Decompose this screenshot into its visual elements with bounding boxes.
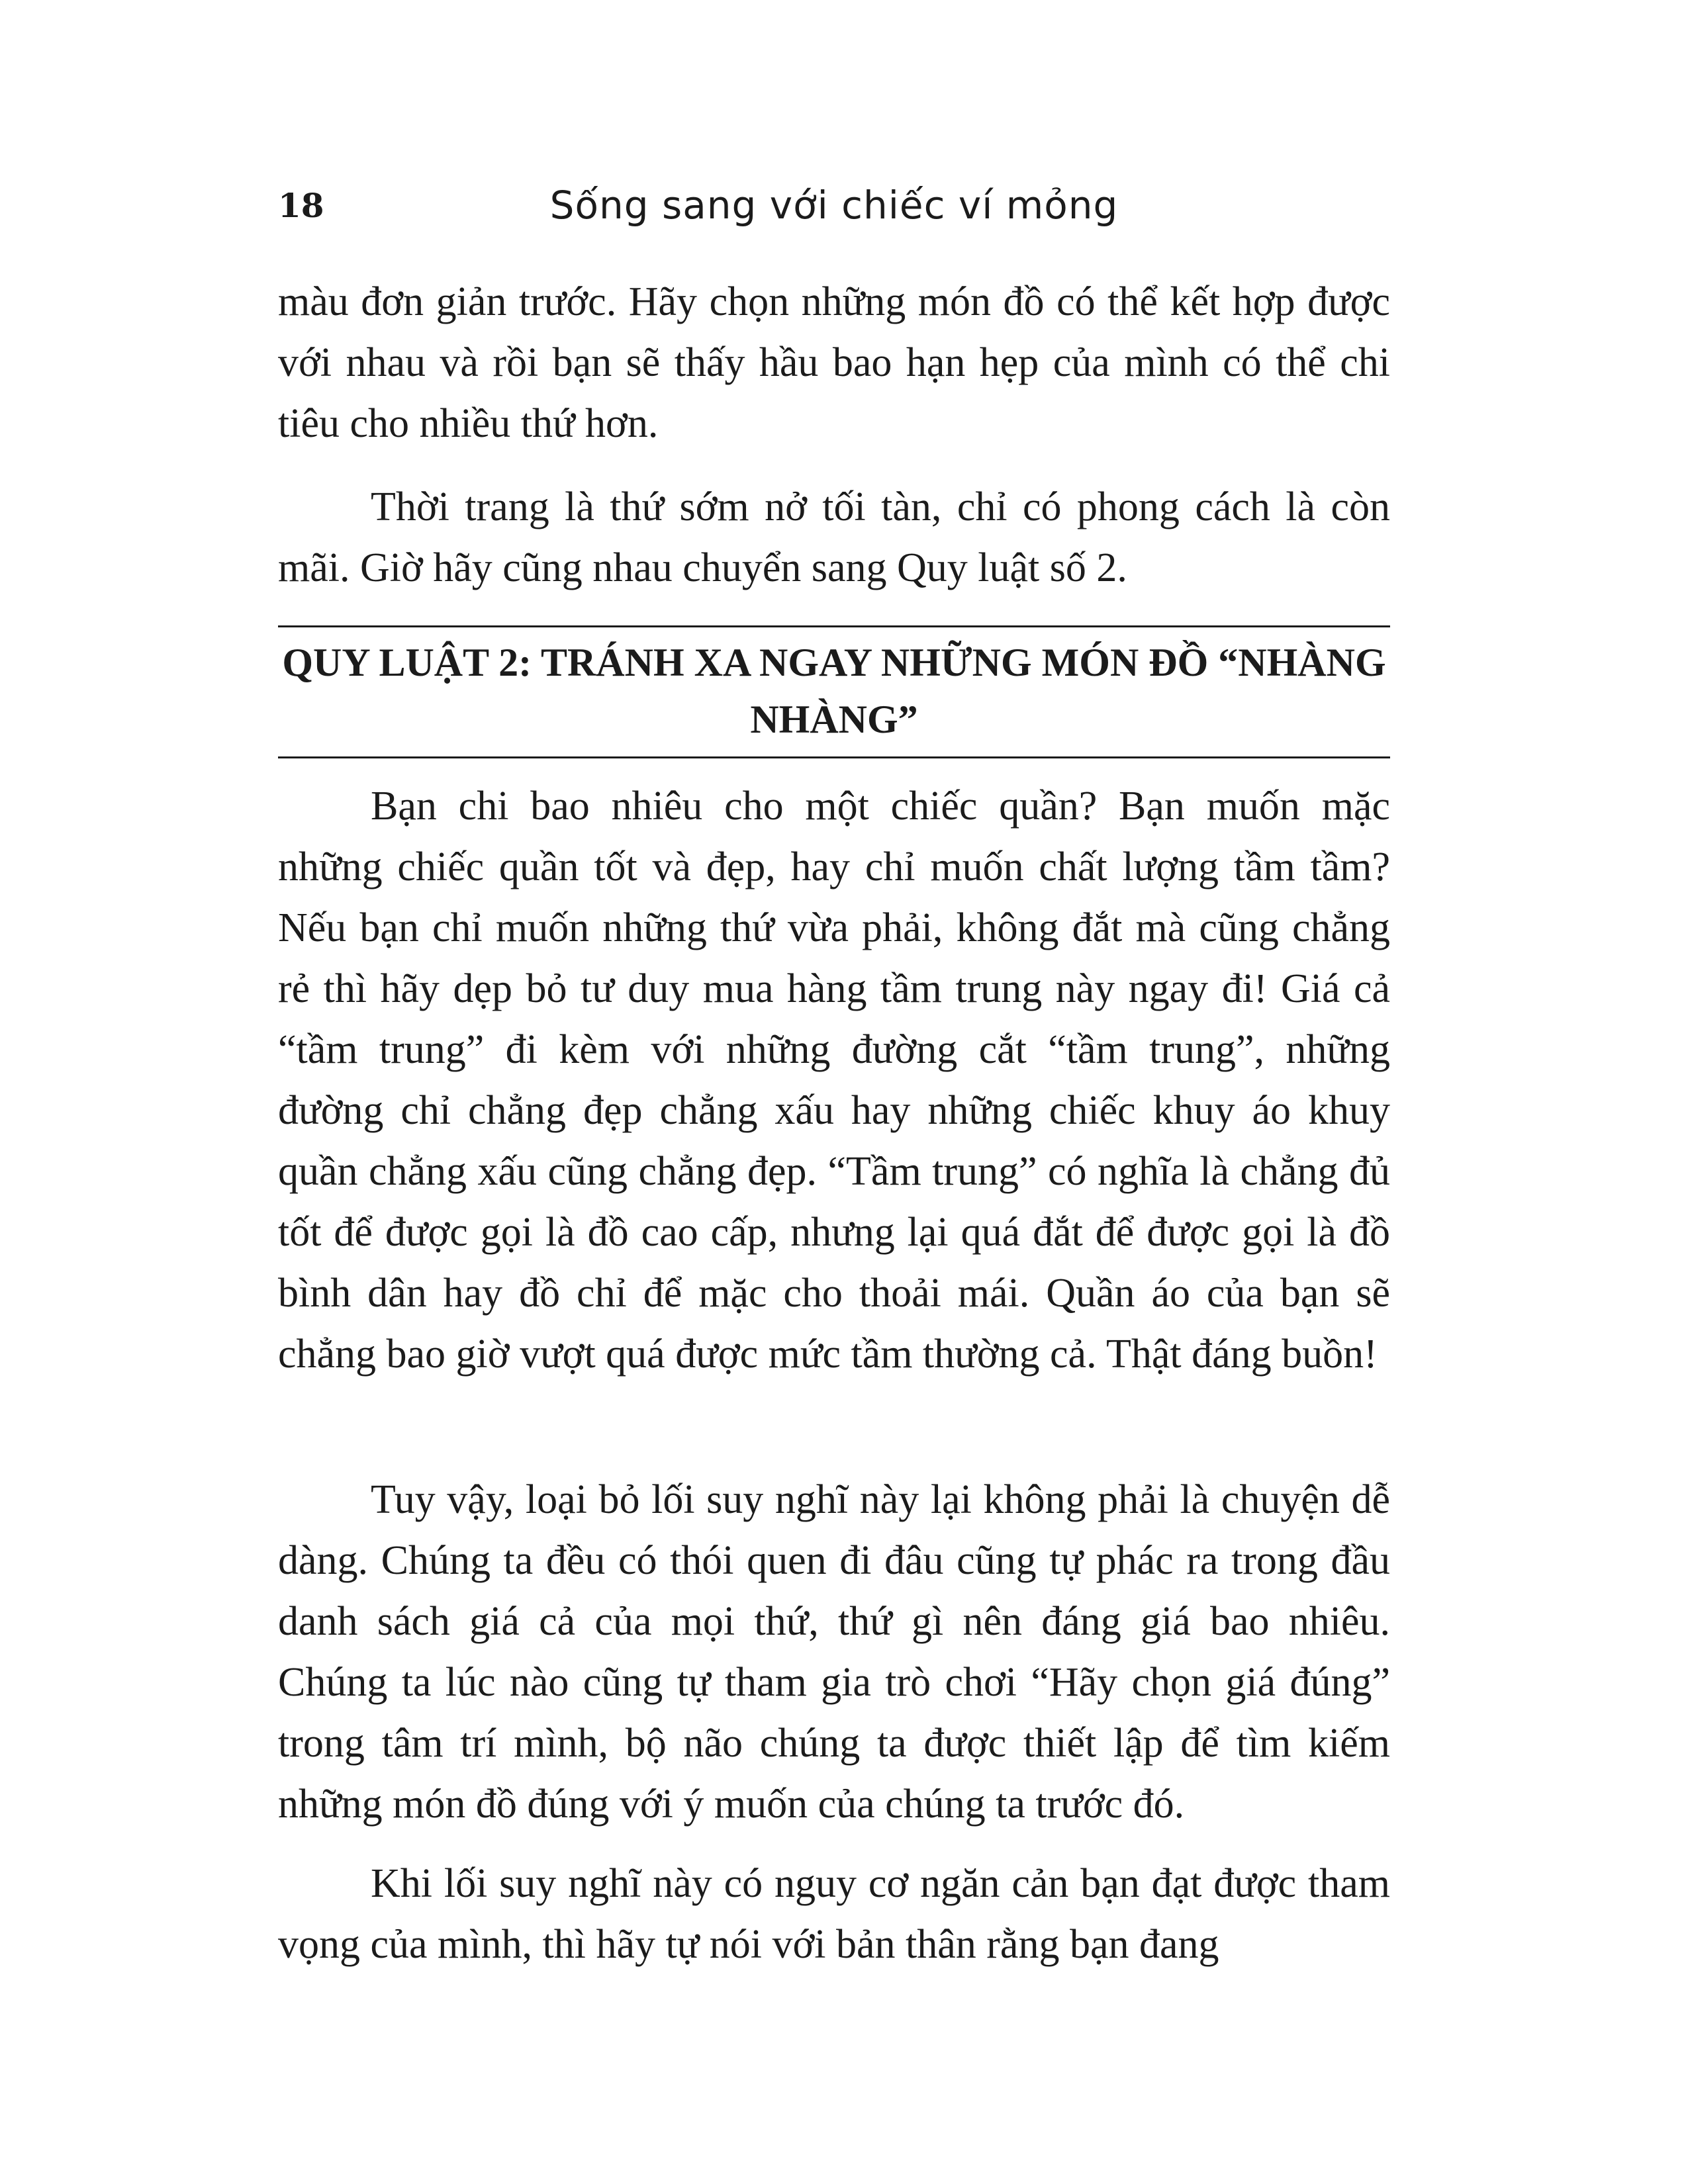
book-title: Sống sang với chiếc ví mỏng	[549, 183, 1119, 228]
paragraph-continued: màu đơn giản trước. Hãy chọn những món đồ có thể kết hợp được với nhau và rồi bạn sẽ thấy hầu bao hạn hẹp của mình có thể chi tiêu cho nhiều thứ hơn.	[278, 279, 1390, 446]
page-number: 18	[278, 186, 324, 225]
paragraph-fashion: Thời trang là thứ sớm nở tối tàn, chỉ có phong cách là còn mãi. Giờ hãy cũng nhau chuyển sang Quy luật số 2.	[278, 484, 1390, 590]
paragraph-pants: Bạn chi bao nhiêu cho một chiếc quần? Bạn muốn mặc những chiếc quần tốt và đẹp, hay chỉ muốn chất lượng tầm tầm? Nếu bạn chỉ muốn những thứ vừa phải, không đắt mà cũng chẳng rẻ thì hãy dẹp bỏ tư duy mua hàng tầm trung này ngay đi! Giá cả “tầm trung” đi kèm với những đường cắt “tầm trung”, những đường chỉ chẳng đẹp chẳng xấu hay những chiếc khuy áo khuy quần chẳng xấu cũng chẳng đẹp. “Tầm trung” có nghĩa là chẳng đủ tốt để được gọi là đồ cao cấp, nhưng lại quá đắt để được gọi là đồ bình dân hay đồ chỉ để mặc cho thoải mái. Quần áo của bạn sẽ chẳng bao giờ vượt quá được mức tầm thường cả. Thật đáng buồn!	[278, 784, 1390, 1377]
section-heading: QUY LUẬT 2: TRÁNH XA NGAY NHỮNG MÓN ĐỒ “NHÀNG NHÀNG”	[282, 641, 1386, 741]
paragraph-ambition: Khi lối suy nghĩ này có nguy cơ ngăn cản bạn đạt được tham vọng của mình, thì hãy tự nói với bản thân rằng bạn đang	[278, 1861, 1390, 1967]
paragraph-mindset: Tuy vậy, loại bỏ lối suy nghĩ này lại không phải là chuyện dễ dàng. Chúng ta đều có thói quen đi đâu cũng tự phác ra trong đầu danh sách giá cả của mọi thứ, thứ gì nên đáng giá bao nhiêu. Chúng ta lúc nào cũng tự tham gia trò chơi “Hãy chọn giá đúng” trong tâm trí mình, bộ não chúng ta được thiết lập để tìm kiếm những món đồ đúng với ý muốn của chúng ta trước đó.	[278, 1477, 1390, 1827]
heading-rule-bottom	[278, 756, 1390, 758]
running-header	[278, 179, 1390, 238]
